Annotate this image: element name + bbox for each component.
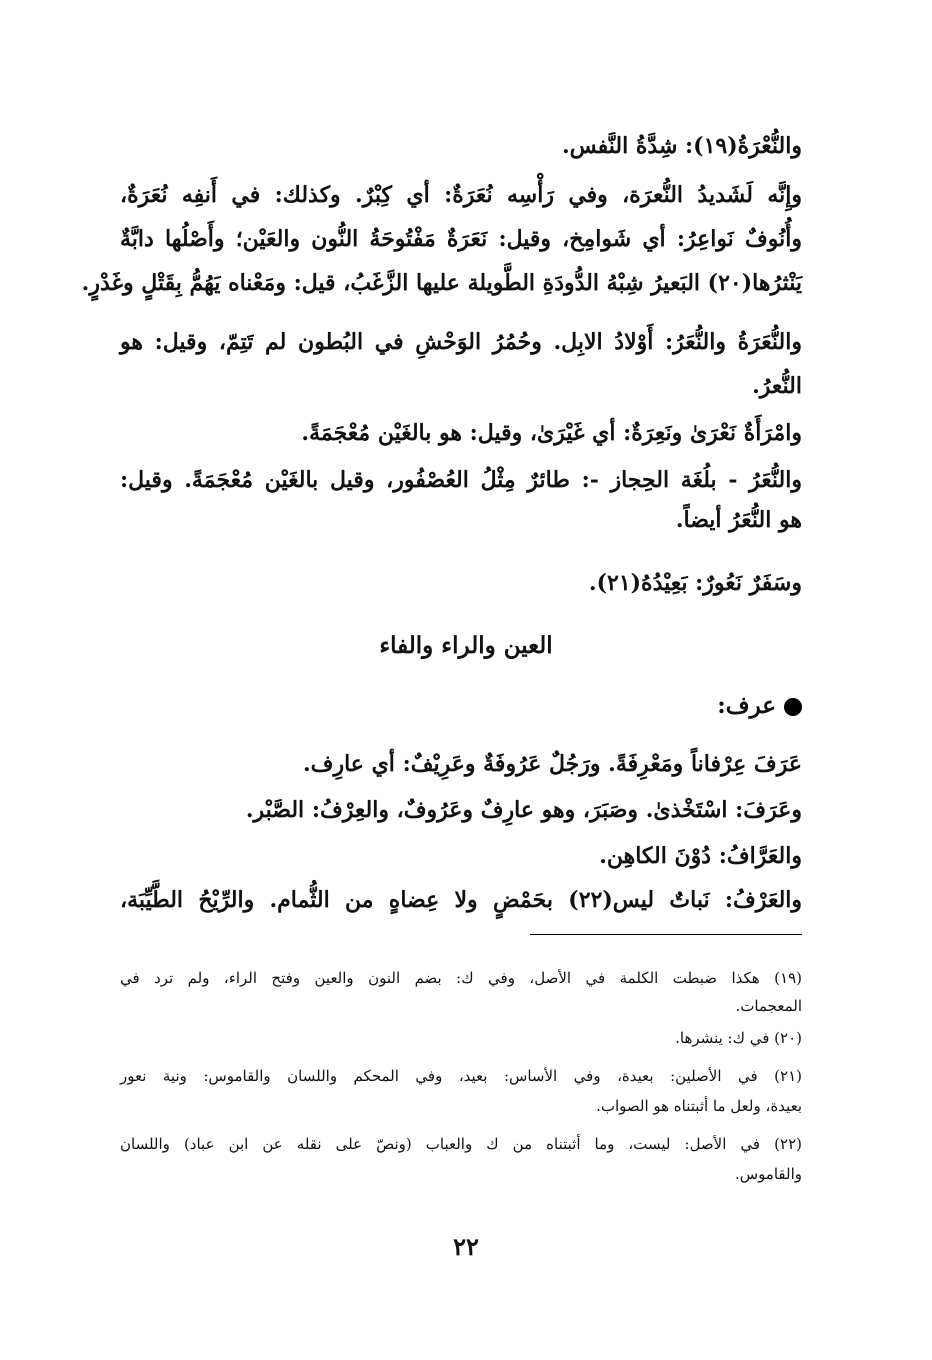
body-line-6: النُّعرُ. xyxy=(752,373,802,399)
bullet-icon xyxy=(784,698,802,716)
body-line-8: والنُّعَرُ - بلُغَة الحِجاز -: طائرٌ مِثْلُ العُصْفُور، وقيل بالغَيْن مُعْجَمَةً. وقيل: xyxy=(120,467,802,493)
entry-line-2: وعَرَفَ: اسْتَخْذىٰ. وصَبَرَ، وهو عارِفٌ وعَرُوفٌ، والعِرْفُ: الصَّبْر. xyxy=(245,797,802,823)
body-line-2: وإِنَّه لَشَديدُ النُّعرَة، وفي رَأْسِه نُعَرَةٌ: أي كِبْرٌ. وكذلك: في أَنفِه نُعَرَةٌ، xyxy=(120,182,802,208)
footnote-21-line-1: (٢١) في الأصلين: بعيدة، وفي الأساس: بعيد، وفي المحكم واللسان والقاموس: ونية نعور xyxy=(120,1067,802,1085)
body-line-5: والنُّعَرَةُ والنُّعَرُ: أَوْلادُ الابِل. وحُمُرُ الوَحْشِ في البُطون لم تَتِمّ، وقيل: هو xyxy=(120,329,802,355)
body-line-10: وسَفَرٌ نَعُورٌ: بَعِيْدُهُ(٢١). xyxy=(588,570,802,596)
page-number: ٢٢ xyxy=(453,1232,479,1261)
footnote-21-line-2: بعيدة، ولعل ما أثبتناه هو الصواب. xyxy=(596,1097,802,1115)
body-line-7: وامْرَأَةٌ نَعْرَىٰ ونَعِرَةٌ: أي غَيْرَىٰ، وقيل: هو بالغَيْن مُعْجَمَةً. xyxy=(301,420,802,446)
entry-label-text: عرف: xyxy=(717,692,776,719)
footnote-22-line-2: والقاموس. xyxy=(734,1165,802,1183)
body-line-4: يَنْثرُها(٢٠) البَعيرُ شِبْهُ الدُّودَةِ الطَّويلة عليها الزَّغَبُ، قيل: ومَعْناه يَهُمُّ بِقَتْلٍ وغَدْرٍ. xyxy=(81,270,802,296)
body-line-3: وأُنُوفٌ نَواعِرُ: أي شَوامِخ، وقيل: نَعَرَةٌ مَفْتُوحَةُ النُّون والعَيْن؛ وأَصْلُها دابَّةٌ xyxy=(120,226,802,252)
entry-line-4: والعَرْفُ: نَباتٌ ليس(٢٢) بحَمْضٍ ولا عِضاهٍ من الثُّمام. والرِّيْحُ الطَّيِّبَة، xyxy=(120,887,803,913)
footnote-20: (٢٠) في ك: ينشرها. xyxy=(675,1029,802,1047)
entry-line-1: عَرَفَ عِرْفاناً ومَعْرِفَةً. ورَجُلٌ عَرُوفَةٌ وعَرِيْفٌ: أي عارِف. xyxy=(303,751,802,777)
entry-line-3: والعَرَّافُ: دُوْنَ الكاهِن. xyxy=(599,843,802,869)
footnote-22-line-1: (٢٢) في الأصل: ليست، وما أثبتناه من ك والعباب (ونصّ على نقله عن ابن عباد) واللسان xyxy=(120,1135,802,1153)
footnote-19-line-1: (١٩) هكذا ضبطت الكلمة في الأصل، وفي ك: بضم النون والعين وفتح الراء، ولم ترد في xyxy=(120,969,802,987)
body-line-1: والنُّعْرَةُ(١٩): شِدَّةُ النَّفس. xyxy=(561,133,802,159)
footnote-19-line-2: المعجمات. xyxy=(735,997,802,1015)
footnote-separator xyxy=(530,934,802,935)
entry-label xyxy=(717,686,802,726)
section-heading: العين والراء والفاء xyxy=(379,632,553,659)
body-line-9: هو النُّعَرُ أيضاً. xyxy=(675,507,802,533)
